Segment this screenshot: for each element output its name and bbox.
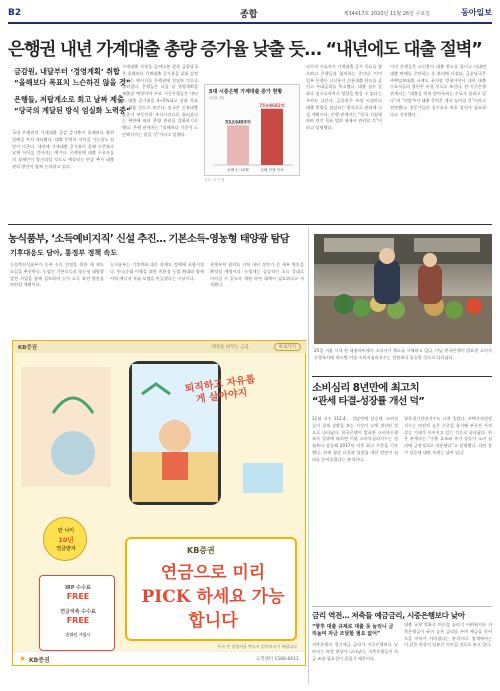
chart-title: 5대 시중은행 가계대출 증가 현황 (209, 89, 283, 95)
story4-subhead: “향후 대출 규제로 대출 못 늘리니 금리높여 자금 조달할 필요 없어” (312, 624, 394, 637)
ad-card-line-2: FREE (66, 592, 90, 601)
kb-securities-ad[interactable] (12, 340, 306, 666)
ad-main-message-box (125, 537, 297, 641)
top-body-col-d: 다수의 수요자가 가계대출 증가 목표를 잡으려고 은행들과 협의하는 중이다. 이미 일부 은행은 고신용자 신용대출 한도를 줄이고 우대금리를 축소했다. 대출 심사 강화로 실수요자까지 영향을 받을 수 있다는 우려도 나온다. 금융권은 특정 시점마다 대출 총량을 점검하는 방식으로 관리에 나설 계획이다. 은행 관계자는 “당국 지침에 따라 연간 목표 범위 내에서 관리할 것”이라고 설명했다. (306, 64, 382, 131)
ad-age-badge (43, 517, 87, 561)
issue-meta: 제34417호 2020년 11월 26일 수요일 (343, 11, 430, 17)
loan-chart (204, 84, 300, 176)
photo-caption: 25일 서울 시내 한 대형마트에서 소비자가 채소를 구매하고 있다. 이날 한국은행이 발표한 소비자동향조사에 따르면 이달 소비자심리지수는 전월보다 상승한 것으로 나타났다. (314, 348, 492, 360)
story4-headline: 금리 역전… 저축들 예금금리, 시중은행보다 낮아 (312, 611, 465, 620)
subhead-1: 금감원, 내달부터 ‘경영계획’ 취합 (14, 67, 120, 76)
chart-unit: (단위: 원) (209, 96, 225, 100)
ad-footer-brand: KB증권 (29, 657, 50, 664)
section-label: 종합 (240, 10, 258, 20)
chart-caption: 자료: 각 은행 (204, 178, 225, 182)
story2-body-col-3: 관계부처 협의를 거쳐 내년 상반기 중 세부 방안을 확정할 예정이다. 농업계는 실질적인 소득 증대로 이어질 수 있도록 재원 마련 대책이 필요하다고 지적했다. (210, 262, 304, 288)
ad-tag-line-2: 10년 (58, 536, 74, 544)
masthead (8, 4, 492, 24)
story3-body-col-2: 향후경기전망지수도 크게 올랐다. 주택가격전망지수는 여전히 높은 수준을 유지해 부동산 가격 상승 기대가 이어지고 있는 것으로 나타났다. 한은 관계자는 “수출 호조와 주가 상승이 소비 심리에 긍정적으로 작용했다”고 설명했다. 다만 물가 상승에 대한 우려는 남아 있다. (404, 416, 492, 455)
top-subheads (14, 66, 131, 116)
chart-bar-2 (261, 109, 283, 165)
ad-footer (13, 651, 305, 665)
story3-headline-1: 소비심리 8년만에 최고치 (312, 382, 420, 394)
section-divider-1 (8, 224, 492, 225)
ad-card-line-5: 온라인 가입시 (65, 632, 91, 637)
ad-tag-line-3: 연금받자 (56, 546, 76, 552)
subhead-3: 은행들, 저탑계소로 회고 날짜 제출 (14, 95, 124, 104)
ad-tag-line-1: 만 나이 (57, 528, 75, 534)
chart-category-label-2: 올해 전체 목표 (260, 168, 284, 172)
subhead-4: “당국의 계달된 방식 엄실화 노력중” (14, 106, 131, 115)
story4-body-col-2: 대출 규제 강화로 여신을 늘리기 어려워지자 저축은행들이 굳이 높은 금리를 주며 예금을 끌어모을 이유가 사라졌다는 분석이다. 업계에서는 이 같은 현상이 당분간 이어질 것으로 보고 있다. (404, 622, 492, 648)
chart-value-label-1: 53조6493억 (225, 119, 251, 125)
ad-slogan: 세상을 바꾸는 금융 (211, 345, 249, 350)
top-body-col-a: 국내 은행권의 가계대출 증감 증가추이 올해보다 훨씬 엄해질 여지 내다봤다. 대출 문턱이 이어질 가능성도 전망이 나온다. 내년에 가계대출 증가율이 올해 수준보다 낮게 이어질 것이라는 얘기다. 은행권에 대출 수요자들의 경제난이 불가피할 것으로 예상되는 만큼 추가 대출 관리 방안이 함께 논의되고 있다. (12, 130, 114, 169)
ad-headline: 퇴직하고 자유롭게 살아야지 (184, 374, 257, 406)
ad-top-strip (13, 341, 307, 353)
story3-body-col-1: 11월 지수 112.4… 석달만에 상승세. 소비자들이 경제 상황을 보는 시각이 크게 개선된 것으로 나타났다. 한국은행이 발표한 소비자동향조사 결과에 따르면 이달 소비자심리지수는 전월보다 상승해 2017년 이후 최고 수준을 기록했다. 관세 협상 타결과 성장률 개선 전망이 심리를 끌어올렸다는 분석이다. (312, 416, 398, 462)
subhead-2: “올해보다 목표치 느슨하진 않을 것” (14, 78, 131, 87)
chart-bar-1 (227, 125, 249, 165)
top-body-col-b: 가계대출 사정을 들여다본 결과 금융당국은 올해보다 가계대출 증가율을 낮춰 설정하라는 메시지를 은행권에 전달한 것으로 알려졌다. 은행들은 다음 달 경영계획을 제출할 예정이며 주요 시중은행들은 내년도 대출 증가율을 4~5%대로 낮춰 목표를 세울 것으로 보인다. 당국은 신용대출 급증이 부동산과 주식시장으로 흘러갔다는 판단에 따라 총량 관리를 강화하기로 했다. 은행 관계자는 “올해보다 기준이 느슨해지지는 않을 것”이라고 말했다. (122, 64, 198, 137)
chart-category-label-1: 올해 1~10월 (227, 168, 249, 172)
newspaper-logo: 동아일보 (461, 7, 492, 17)
kb-star-icon: ★ (19, 654, 27, 663)
story2-body-col-1: 농림축산식품부가 농촌 소득 안정을 위한 새 제도 도입을 추진한다. 농업인 기본소득과 영농형 태양광 발전 사업을 함께 검토하며 농가 소득 보전 방안을 마련할 계획이다. (10, 262, 104, 288)
ad-top-cta-button[interactable]: 바로가기 (274, 343, 301, 351)
top-headline: 은행권 내년 가계대출 총량 증가율 낮출 듯… “내년에도 대출 절벽” (8, 40, 482, 60)
chart-value-label-2: 75조8682억 (259, 102, 285, 108)
story3-headline-2: “관세 타결-성장률 개선 덕” (312, 396, 425, 407)
page-number: B2 (8, 8, 22, 18)
story3-headline (312, 382, 492, 408)
section-divider-3 (312, 606, 492, 607)
supermarket-photo (314, 234, 492, 344)
ad-fee-card (39, 575, 115, 651)
section-divider-2 (312, 376, 492, 377)
ad-footer-contact: 고객센터 1588-6611 (255, 657, 299, 662)
ad-box-brand: KB증권 (187, 546, 215, 555)
ad-main-message: 연금으로 미리 PICK 하세요 가능합니다 (141, 563, 285, 631)
story2-subhead: 기후대응도 담아, 통정부 정책 속도 (10, 249, 118, 257)
ad-card-line-4: FREE (66, 616, 90, 625)
ad-card-line-3: 연금저축 수수료 (60, 609, 96, 615)
top-body-col-e: 이미 은행들은 고신용자 대출 한도를 줄이고 비대면 대출 판매를 중단하는 등 관리에 나섰다. 금융당국은 주택담보대출 규제도 유지할 방침이어서 내년 대출 수요자들의 불편은 커질 것으로 보인다. 한 시중은행 관계자는 “대출을 미리 받아두려는 수요가 몰리고 있다”며 “연말까지 대출 문턱은 계속 높아질 것”이라고 전망했다. 전문가들은 실수요자 보호 장치가 필요하다고 지적했다. (390, 64, 486, 117)
ad-disclaimer: 투자 전 설명서를 반드시 읽어보시기 바랍니다 (217, 644, 297, 649)
ad-brand-top: KB증권 (18, 345, 38, 351)
ad-card-line-1: IRP 수수료 (65, 585, 91, 591)
column-divider (308, 228, 309, 684)
story2-body-col-2: 농식품부는 기후변화 대응 과제도 정책에 포함시켰다. 탄소중립 이행을 위한 친환경 농업 확대와 함께 지역 에너지 자립 모델을 만들겠다는 구상이다. (110, 262, 204, 281)
story4-body-col-1: 저축은행의 정기예금 금리가 시중은행보다 낮아지는 역전 현상이 나타났다. 저축은행들이 자금 조달 필요성이 줄었기 때문이다. (312, 642, 398, 661)
story2-headline: 농식품부, ‘소득예비지직’ 신설 추진… 기본소득-영농형 태양광 탐담 (8, 234, 289, 245)
